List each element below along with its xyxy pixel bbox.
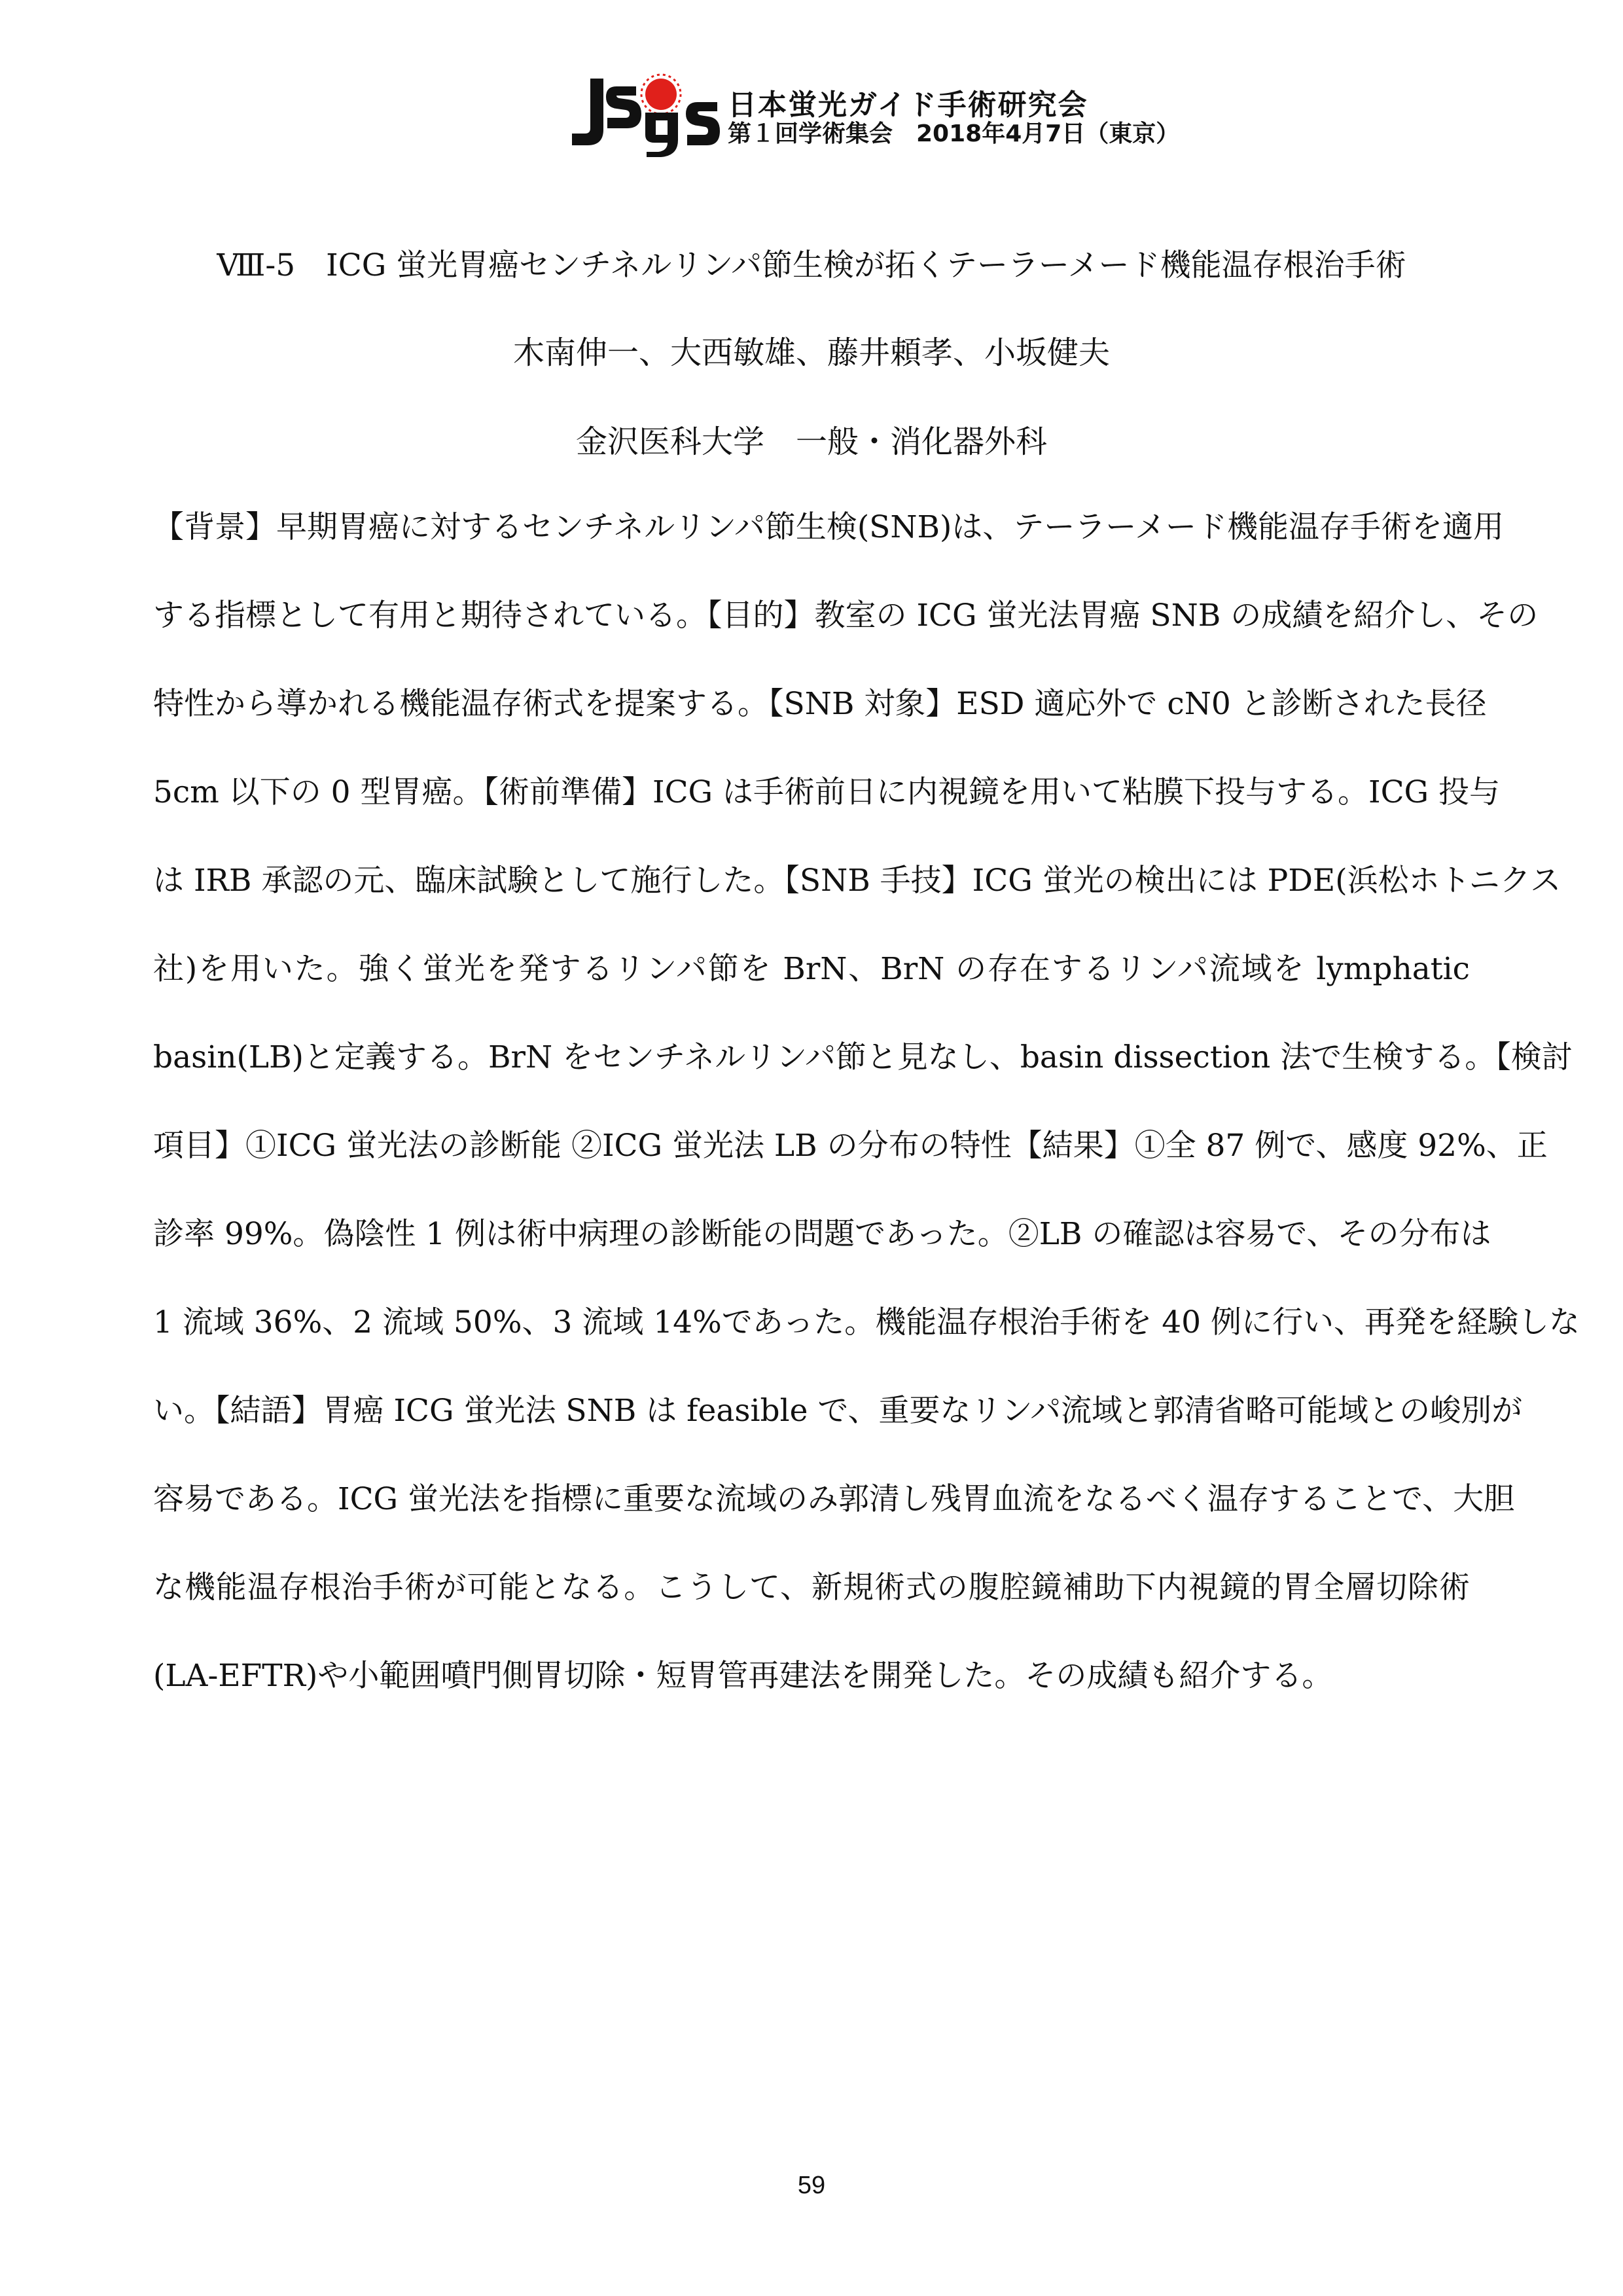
abstract-line: する指標として有用と期待されている。【目的】教室の ICG 蛍光法胃癌 SNB の成績を紹介し、その xyxy=(153,598,1539,634)
abstract-line: 容易である。ICG 蛍光法を指標に重要な流域のみ郭清し残胃血流をなるべく温存することで、大胆 xyxy=(153,1481,1515,1517)
abstract-line: 項目】①ICG 蛍光法の診断能 ②ICG 蛍光法 LB の分布の特性【結果】①全 87 例で、感度 92%、正 xyxy=(153,1128,1548,1164)
abstract-line: 5cm 以下の 0 型胃癌。【術前準備】ICG は手術前日に内視鏡を用いて粘膜下投与する。ICG 投与 xyxy=(153,774,1501,810)
abstract-line: basin(LB)と定義する。BrN をセンチネルリンパ節と見なし、basin dissection 法で生検する。【検討 xyxy=(153,1039,1573,1075)
meeting-info: 第１回学術集会 2018年4月7日（東京） xyxy=(728,120,1180,147)
abstract-line: 1 流域 36%、2 流域 50%、3 流域 14%であった。機能温存根治手術を 40 例に行い、再発を経験しな xyxy=(153,1304,1580,1340)
abstract-line: は IRB 承認の元、臨床試験として施行した。【SNB 手技】ICG 蛍光の検出には PDE(浜松ホトニクス xyxy=(153,863,1561,899)
society-name: 日本蛍光ガイド手術研究会 xyxy=(728,88,1088,122)
abstract-line: 診率 99%。偽陰性 1 例は術中病理の診断能の問題であった。②LB の確認は容易で、その分布は xyxy=(153,1216,1491,1252)
conference-header xyxy=(563,72,1180,157)
page-number: 59 xyxy=(797,2172,826,2199)
abstract-line: な機能温存根治手術が可能となる。こうして、新規術式の腹腔鏡補助下内視鏡的胃全層切除術 xyxy=(153,1570,1470,1605)
abstract-line: 社)を用いた。強く蛍光を発するリンパ節を BrN、BrN の存在するリンパ流域を lymphatic xyxy=(153,951,1470,987)
abstract-line: (LA-EFTR)や小範囲噴門側胃切除・短胃管再建法を開発した。その成績も紹介する。 xyxy=(153,1658,1333,1694)
paper-authors: 木南伸一、大西敏雄、藤井頼孝、小坂健夫 xyxy=(512,334,1110,371)
paper-title: Ⅷ-5 ICG 蛍光胃癌センチネルリンパ節生検が拓くテーラーメード機能温存根治手術 xyxy=(217,247,1406,283)
abstract-body xyxy=(153,509,1580,1746)
paper-affiliation: 金沢医科大学 一般・消化器外科 xyxy=(575,423,1047,460)
abstract-line: 特性から導かれる機能温存術式を提案する。【SNB 対象】ESD 適応外で cN0 と診断された長径 xyxy=(153,686,1487,722)
abstract-line: 【背景】早期胃癌に対するセンチネルリンパ節生検(SNB)は、テーラーメード機能温存手術を適用 xyxy=(153,509,1505,545)
abstract-line: い。【結語】胃癌 ICG 蛍光法 SNB は feasible で、重要なリンパ流域と郭清省略可能域との峻別が xyxy=(153,1393,1523,1429)
jsfgs-logo xyxy=(563,72,720,157)
